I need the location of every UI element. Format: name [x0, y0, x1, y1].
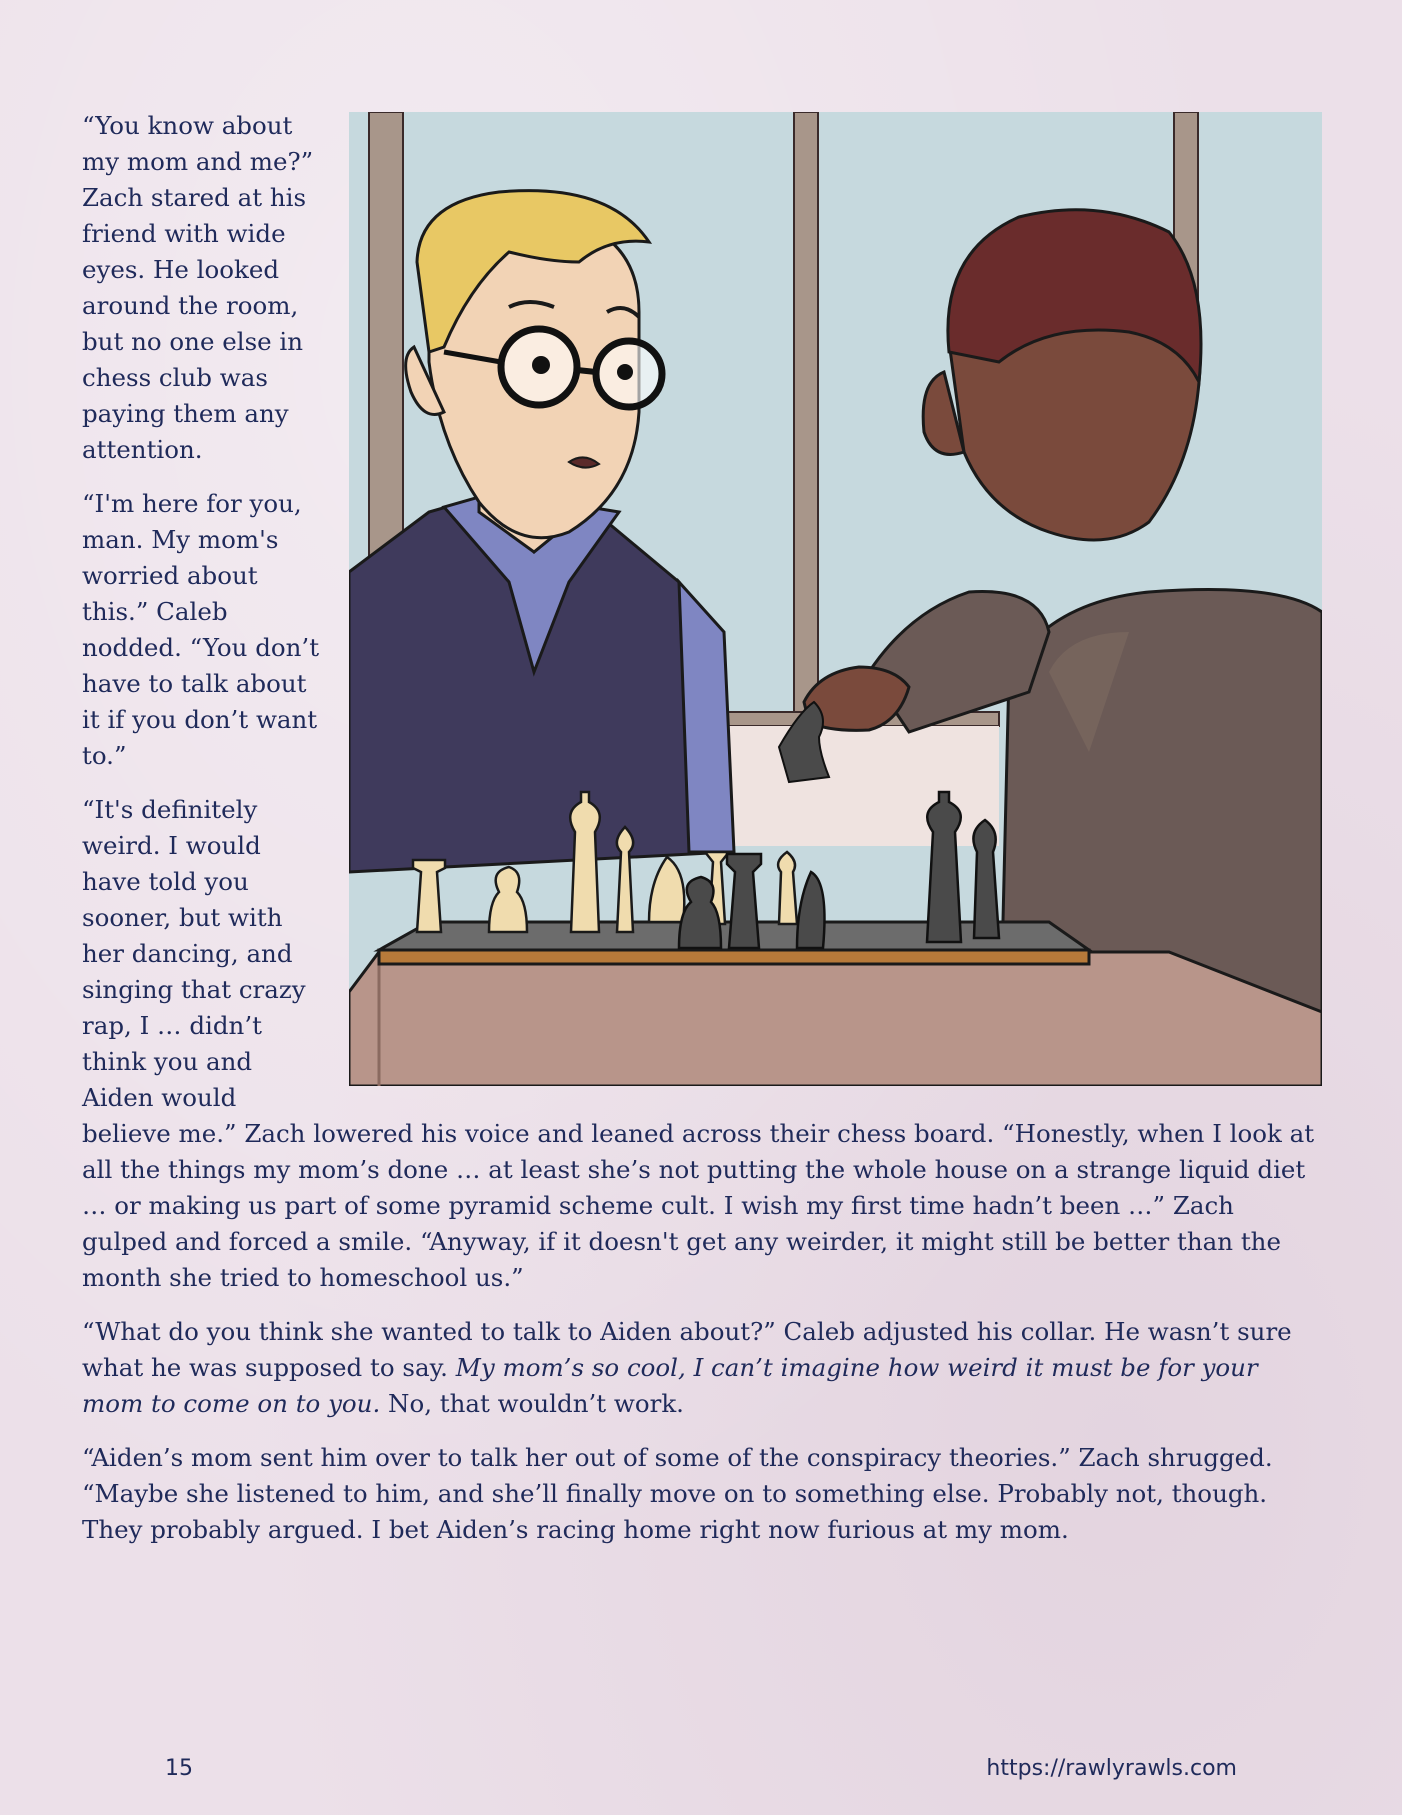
- chessboard-edge: [379, 950, 1089, 964]
- paragraph-4-italic-thought: My mom’s so cool, I can’t imagine how weird it must be for your mom to come on to you.: [82, 1353, 1258, 1418]
- page-number: 15: [165, 1756, 193, 1781]
- black-rook-icon: [727, 854, 761, 948]
- window-frame-left: [369, 112, 403, 572]
- zach-glasses-bridge: [577, 370, 596, 372]
- chess-scene-illustration: [349, 112, 1322, 1086]
- white-pawn-2-icon: [778, 852, 797, 924]
- paragraph-2: “I'm here for you, man. My mom's worried about this.” Caleb nodded. “You don’t have to talk about it if you don’t want to.”: [82, 489, 320, 770]
- window-frame-middle: [794, 112, 818, 752]
- table: [349, 952, 1322, 1086]
- zach-eye-right: [617, 364, 633, 380]
- paragraph-4-text: “What do you think she wanted to talk to Aiden about?” Caleb adjusted his collar. He wasn’t sure what he was supposed to say.: [82, 1317, 1292, 1382]
- black-king-icon: [927, 792, 961, 942]
- illustration-canvas: [349, 112, 1322, 1086]
- zach-eye-left: [532, 356, 550, 374]
- white-king-icon: [570, 792, 600, 932]
- story-text: [82, 108, 1322, 1566]
- white-bishop-icon: [617, 827, 633, 932]
- footer-url-link[interactable]: https://rawlyrawls.com: [986, 1756, 1237, 1781]
- paragraph-4-ending: No, that wouldn’t work.: [388, 1389, 684, 1418]
- paragraph-1: “You know about my mom and me?” Zach stared at his friend with wide eyes. He looked around the room, but no one else in chess club was paying them any attention.: [82, 111, 314, 464]
- paragraph-3: “It's definitely weird. I would have told you sooner, but with her dancing, and singing that crazy rap, I … didn’t think you and Aiden would believe me.” Zach lowered his voice and leaned across their chess board. “Honestly, when I look at all the things my mom’s done … at least she’s not putting the whole house on a strange liquid diet … or making us part of some pyramid scheme cult. I wish my first time hadn’t been …” Zach gulped and forced a smile. “Anyway, if it doesn't get any weirder, it might still be better than the month she tried to homeschool us.”: [82, 795, 1315, 1292]
- paragraph-5: “Aiden’s mom sent him over to talk her out of some of the conspiracy theories.” Zach shrugged. “Maybe she listened to him, and she’ll finally move on to something else. Probably not, though. They probably argued. I bet Aiden’s racing home right now furious at my mom.: [82, 1443, 1273, 1544]
- paragraph-4: [82, 1314, 1322, 1422]
- black-bishop-icon: [973, 820, 999, 938]
